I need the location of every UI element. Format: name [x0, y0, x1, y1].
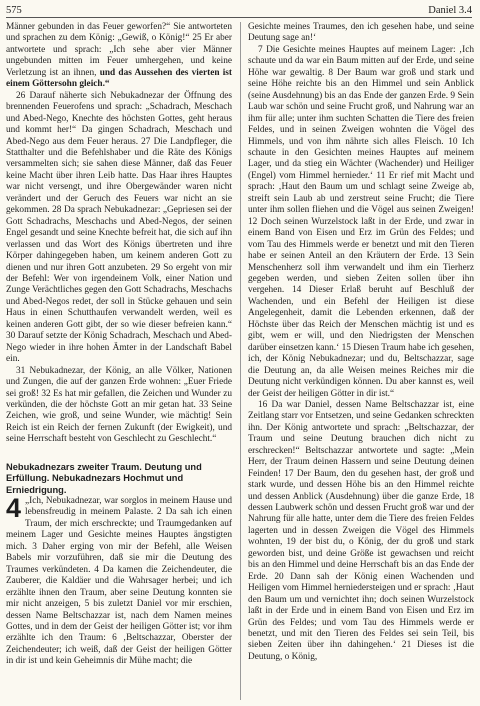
paragraph	[6, 492, 232, 668]
page-number: 575	[6, 5, 22, 16]
verse-text: Männer gebunden in das Feuer geworfen?“ Sie antworteten und sprachen zu dem König: „Gewiß, o König!“ 25 Er aber antwortete und sprach: „Ich sehe aber vier Männer ungebunden mitten im Feuer umhergehen, und keine Verletzung ist an ihnen,	[6, 22, 232, 78]
section-heading: Nebukadnezars zweiter Traum. Deutung und Erfüllung. Nebukadnezars Hochmut und Erniedrigung.	[6, 461, 202, 495]
bold-verse-text: und das Aussehen des vierten ist einem Göttersohn gleich.“	[6, 67, 232, 90]
running-title: Daniel 3.4	[428, 5, 472, 16]
chapter-number: 4	[6, 492, 22, 523]
paragraph: 7 Die Gesichte meines Hauptes auf meinem Lager: ‚Ich schaute und da war ein Baum mitten auf der Erde, und seine Höhe war gewaltig. 8 Der Baum war groß und stark und seine Höhe reichte bis an den Himmel und sein Anblick (seine Ausdehnung) bis an das Ende der ganzen Erde. 9 Sein Laub war schön und seine Frucht groß, und Nahrung war an ihm für alle; unter ihm suchten Schatten die Tiere des freien Feldes, und in seinen Zweigen wohnten die Vögel des Himmels, und von ihm nährte sich alles Fleisch. 10 Ich schaute in den Gesichten meines Hauptes auf meinem Lager, und da stieg ein Wächter (Wachender) und Heiliger (Engel) vom Himmel hernieder.‘ 11 Er rief mit Macht und sprach: ‚Haut den Baum um und schlagt seine Zweige ab, streift sein Laub ab und zerstreut seine Frucht; die Tiere unter ihm sollen fliehen und die Vögel aus seinen Zweigen! 12 Doch seinen Wurzelstock laßt in der Erde, und zwar in einem Band von Eisen und Erz im Grün des Feldes; und vom Tau des Himmels werde er benetzt und mit den Tieren habe er seinen Anteil an den Kräutern der Erde. 13 Sein Menschenherz soll ihm verwandelt und ihm ein Tierherz gegeben werden, und sieben Zeiten sollen über ihn vergehen. 14 Dieser Erlaß beruht auf Beschluß der Wachenden, und ein Befehl der Heiligen ist diese Angelegenheit, damit die Lebenden erkennen, daß der Höchste über das Reich der Menschen mächtig ist und es gibt, wem er will, und den Niedrigsten der Menschen darüber einsetzen kann.‘ 15 Diesen Traum habe ich gesehen, ich, der König Nebukadnezar; und du, Beltschazzar, sage die Deutung an, da alle Weisen meines Reiches mir die Deutung nicht verkündigen können. Du aber kannst es, weil der Geist der heiligen Götter in dir ist.“	[248, 44, 474, 399]
paragraph: 26 Darauf näherte sich Nebukadnezar der Öffnung des brennenden Feuerofens und sprach: „Schadrach, Meschach und Abed-Nego, Knechte des höchsten Gottes, geht heraus und kommt her!“ Da gingen Schadrach, Meschach und Abed-Nego aus dem Feuer heraus. 27 Die Landpfleger, die Statthalter und die Befehlshaber und die Räte des Königs versammelten sich; sie sahen diese Männer, daß das Feuer keine Macht über ihren Leib hatte. Das Haar ihres Hauptes war nicht versengt, und ihre Obergewänder waren nicht verändert und der Geruch des Feuers war nicht an sie gekommen. 28 Da sprach Nebukadnezar: „Gepriesen sei der Gott Schadrachs, Meschachs und Abed-Negos, der seinen Engel gesandt und seine Knechte befreit hat, die sich auf ihn verlassen und das Wort des Königs übertreten und ihre Körper dahingegeben haben, um keinem anderen Gott zu dienen und nur ihren Gott anzubeten. 29 So ergeht von mir der Befehl: Wer von irgendeinem Volk, einer Nation und Zunge Verächtliches gegen den Gott Schadrachs, Meschachs und Abed-Negos redet, der soll in Stücke gehauen und sein Haus in einen Schutthaufen verwandelt werden, weil es keinen anderen Gott gibt, der so wie dieser befreien kann.“ 30 Darauf setzte der König Schadrach, Meschach und Abed-Nego wieder in ihre hohen Ämter in der Landschaft Babel ein.	[6, 90, 232, 365]
paragraph: Gesichte meines Traumes, den ich gesehen habe, und seine Deutung sage an!‘	[248, 22, 474, 44]
column-divider	[240, 22, 241, 700]
paragraph: 31 Nebukadnezar, der König, an alle Völker, Nationen und Zungen, die auf der ganzen Erde wohnen: „Euer Friede sei groß! 32 Es hat mir gefallen, die Zeichen und Wunder zu verkünden, die der höchste Gott an mir getan hat. 33 Seine Zeichen, wie groß, und seine Wunder, wie mächtig! Sein Reich ist ein Reich der fernen Zukunft (der Ewigkeit), und seine Herrschaft besteht von Geschlecht zu Geschlecht.“	[6, 365, 232, 445]
left-column	[6, 22, 232, 704]
verse-text: „Ich, Nebukadnezar, war sorglos in meinem Hause und lebensfreudig in meinem Palaste. 2 Da sah ich einen Traum, der mich erschreckte; und Traumgedanken auf meinem Lager und Gesichte meines Hauptes ängstigten mich. 3 Daher erging von mir der Befehl, alle Weisen Babels mir vorzuführen, daß sie mir die Deutung des Traumes verkündeten. 4 Da kamen die Zeichendeuter, die Zauberer, die Kaldäer und die Wahrsager herbei; und ich erzählte ihnen den Traum, aber seine Deutung konnten sie mir nicht anzeigen, 5 bis zuletzt Daniel vor mir erschien, dessen Name Beltschazzar ist, nach dem Namen meines Gottes, und in dem der Geist der heiligen Götter ist; vor ihm erzählte ich den Traum: 6 ‚Beltschazzar, Oberster der Zeichendeuter; ich weiß, daß der Geist der heiligen Götter in dir ist und kein Geheimnis dir Mühe macht; die	[6, 495, 232, 667]
paragraph: 16 Da war Daniel, dessen Name Beltschazzar ist, eine Zeitlang starr vor Entsetzen, und seine Gedanken schreckten ihn. Der König antwortete und sprach: „Beltschazzar, der Traum und seine Deutung brauchen dich nicht zu erschrecken!“ Beltschazzar antwortete und sagte: „Mein Herr, der Traum deinen Hassern und seine Deutung deinen Feinden! 17 Der Baum, den du gesehen hast, der groß und stark wurde, und dessen Höhe bis an den Himmel reichte und dessen Anblick (Ausdehnung) über die ganze Erde, 18 dessen Laubwerk schön und dessen Frucht groß war und der Nahrung für alle hatte, unter dem die Tiere des freien Feldes lagerten und in dessen Zweigen die Vögel des Himmels wohnten, 19 der bist du, o König, der du groß und stark geworden bist, und deine Größe ist gewachsen und reicht bis an den Himmel und deine Herrschaft bis an das Ende der Erde. 20 Dann sah der König einen Wachenden und Heiligen vom Himmel herniedersteigen und er sprach: ‚Haut den Baum um und vernichtet ihn; doch seinen Wurzelstock laßt in der Erde und in einem Band von Eisen und Erz im Grün des Feldes; und vom Tau des Himmels werde er benetzt, und mit den Tieren des Feldes sei sein Teil, bis sieben Zeiten über ihn dahingehen.‘ 21 Dieses ist die Deutung, o König,	[248, 399, 474, 662]
right-column	[248, 22, 474, 704]
paragraph	[6, 22, 232, 91]
header-rule	[6, 17, 472, 18]
page-header	[6, 0, 472, 16]
